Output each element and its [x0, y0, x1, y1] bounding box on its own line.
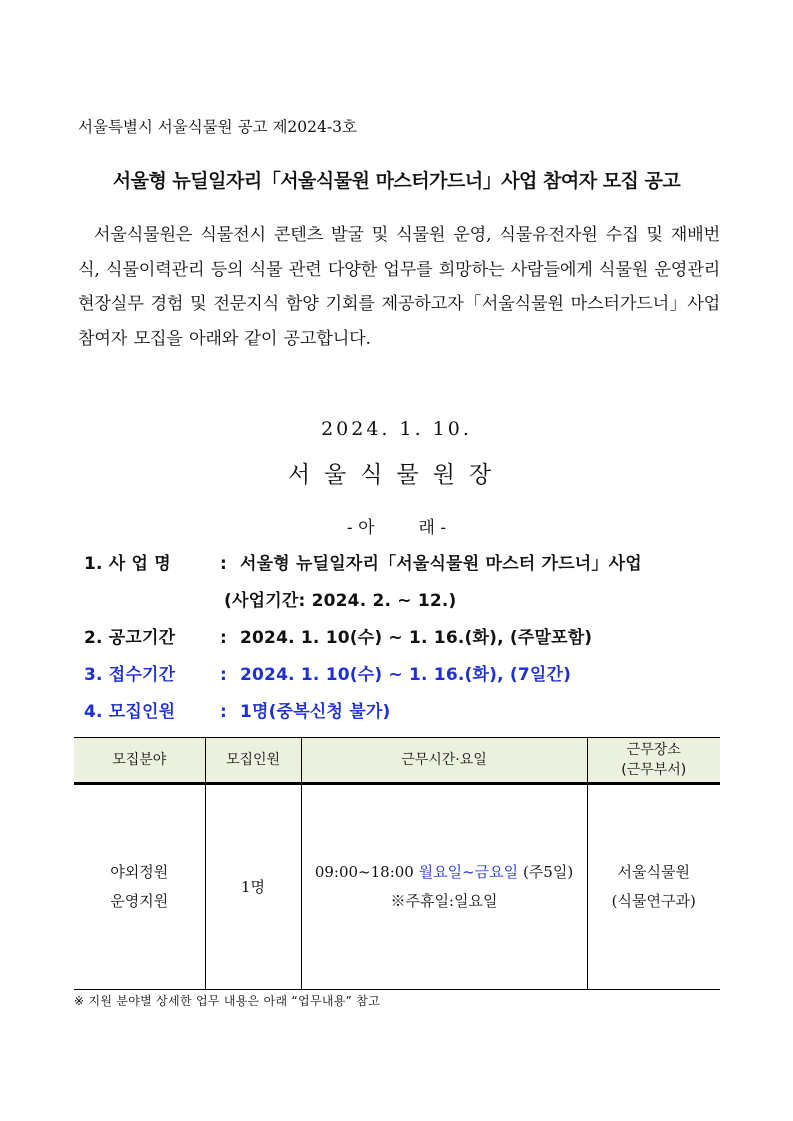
item-value: 2024. 1. 10(수) ~ 1. 16.(화), (주말포함)	[240, 628, 593, 648]
below-marker-right: 래 -	[418, 518, 447, 538]
item-separator: :	[220, 665, 227, 685]
cell-count: 1명	[205, 784, 301, 990]
notice-number: 서울특별시 서울식물원 공고 제2024-3호	[78, 118, 357, 136]
header-count: 모집인원	[205, 738, 301, 784]
announcement-body-text: 서울식물원은 식물전시 콘텐츠 발굴 및 식물원 운영, 식물유전자원 수집 및 재배번식, 식물이력관리 등의 식물 관련 다양한 업무를 희망하는 사람들에게 식물원 운영관리 현장실무 경험 및 전문지식 함양 기회를 제공하고자「서울식물원 마스터가드너」사업 참여자 모집을 아래와 같이 공고합니다.	[78, 225, 721, 349]
cell-field-line2: 운영지원	[110, 892, 169, 910]
below-marker	[0, 513, 793, 538]
header-place	[587, 738, 720, 784]
item-separator: :	[220, 628, 227, 648]
item-application-period	[84, 663, 764, 700]
item-value: 서울형 뉴딜일자리「서울식물원 마스터 가드너」사업	[240, 554, 642, 574]
table-header-row	[74, 738, 720, 784]
cell-hours-holiday: ※주휴일:일요일	[390, 892, 498, 910]
item-separator: :	[220, 702, 227, 722]
cell-hours-time: 09:00~18:00	[314, 863, 414, 881]
announcement-body	[78, 218, 720, 356]
item-value: 1명(중복신청 불가)	[240, 702, 391, 722]
item-business-name	[84, 552, 764, 589]
cell-hours	[301, 784, 587, 990]
announcement-date: 2024. 1. 10.	[321, 418, 472, 440]
item-label: 2. 공고기간	[84, 628, 176, 648]
table-row	[74, 784, 720, 990]
item-recruit-count	[84, 700, 764, 737]
item-notice-period	[84, 626, 764, 663]
recruitment-table	[74, 737, 720, 990]
cell-place-line2: (식물연구과)	[611, 892, 696, 910]
below-marker-left: - 아	[346, 518, 375, 538]
cell-hours-days: 월요일~금요일	[418, 863, 519, 881]
header-field: 모집분야	[74, 738, 205, 784]
header-hours: 근무시간·요일	[301, 738, 587, 784]
item-business-period: (사업기간: 2024. 2. ~ 12.)	[224, 591, 457, 611]
page-title: 서울형 뉴딜일자리「서울식물원 마스터가드너」사업 참여자 모집 공고	[112, 170, 681, 192]
cell-field	[74, 784, 205, 990]
cell-place	[587, 784, 720, 990]
cell-hours-week: (주5일)	[522, 863, 574, 881]
summary-items	[84, 552, 764, 737]
footnote: ※ 지원 분야별 상세한 업무 내용은 아래 “업무내용” 참고	[74, 994, 381, 1008]
cell-place-line1: 서울식물원	[617, 863, 690, 881]
item-separator: :	[220, 554, 227, 574]
item-label: 4. 모집인원	[84, 702, 176, 722]
item-value: 2024. 1. 10(수) ~ 1. 16.(화), (7일간)	[240, 665, 572, 685]
item-label: 3. 접수기간	[84, 665, 176, 685]
cell-field-line1: 야외정원	[110, 863, 169, 881]
header-place-line1: 근무장소	[626, 742, 681, 758]
header-place-line2: (근무부서)	[621, 762, 687, 778]
item-label: 1. 사 업 명	[84, 554, 171, 574]
signer-name: 서울식물원장	[287, 462, 506, 488]
